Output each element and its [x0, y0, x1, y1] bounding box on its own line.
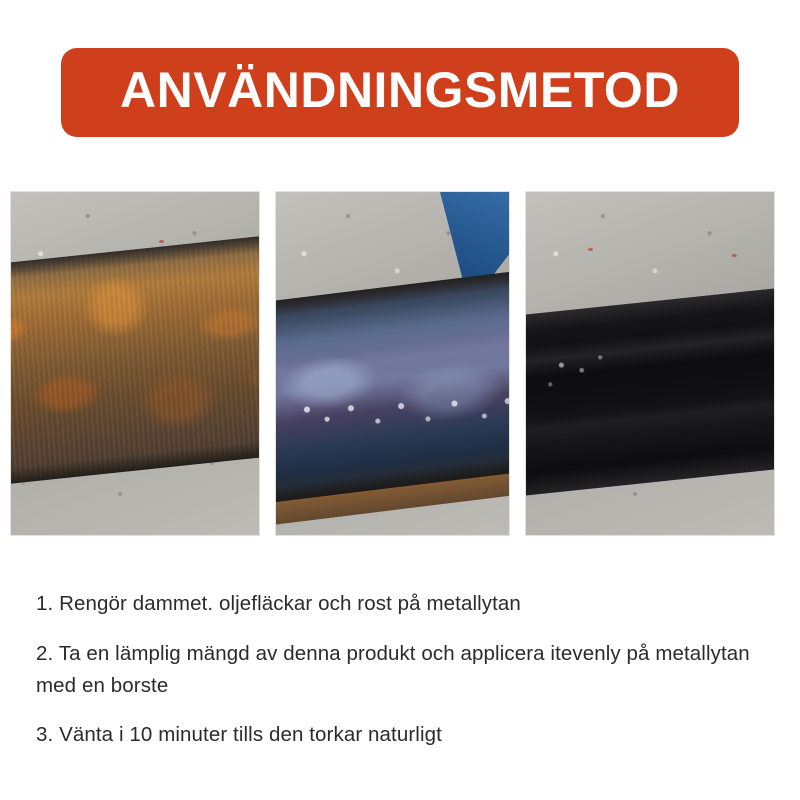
rusty-beam-shape: [10, 233, 260, 486]
gallery-image-rusty-metal-beam-before: [10, 191, 260, 536]
instruction-step-2: 2. Ta en lämplig mängd av denna produkt och applicera itevenly på metallytan med en borste: [36, 641, 750, 697]
instruction-step-3: 3. Vänta i 10 minuter tills den torkar naturligt: [36, 723, 442, 747]
coated-wet-beam-shape: [275, 269, 510, 506]
title-banner: [61, 48, 739, 137]
title-banner-container: [0, 48, 800, 137]
instruction-step-1: 1. Rengör dammet. oljefläckar och rost på metallytan: [36, 592, 521, 615]
red-fleck: [588, 248, 593, 251]
image-gallery: [10, 191, 790, 536]
gallery-image-metal-beam-black-coated-after: [525, 191, 775, 536]
page-title: ANVÄNDNINGSMETOD: [120, 62, 680, 118]
black-coated-beam-shape: [525, 285, 775, 498]
gallery-image-metal-beam-product-applied-wet: [275, 191, 510, 536]
red-fleck: [732, 254, 737, 257]
red-fleck: [159, 240, 164, 243]
coating-droplets-texture: [525, 285, 775, 498]
instructions-list: [36, 588, 766, 751]
